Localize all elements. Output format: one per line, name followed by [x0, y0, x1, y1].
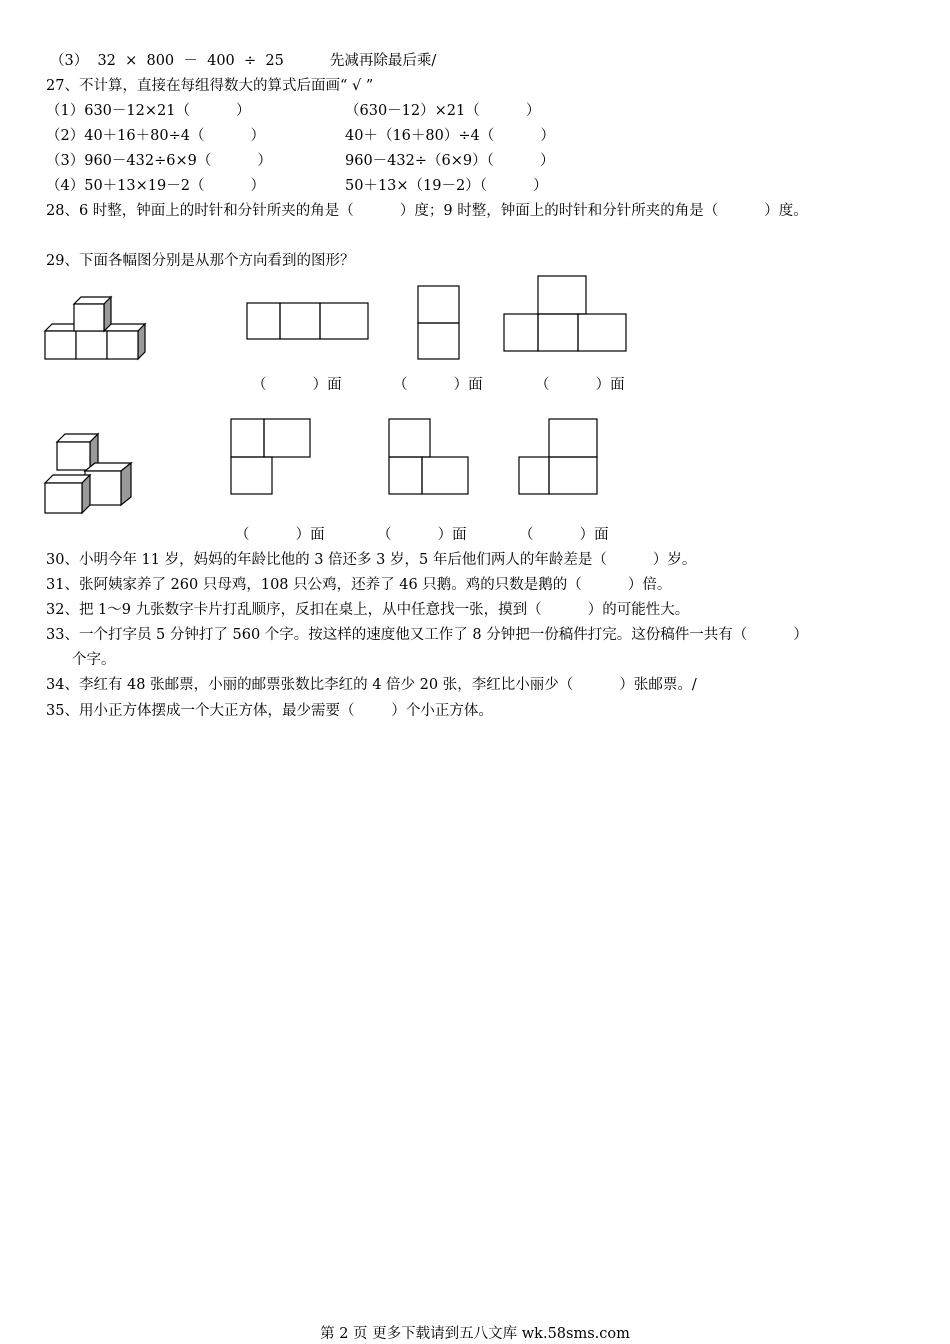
view-l-shape-top-right	[228, 416, 314, 498]
problem-27-3-right: 960－432÷（6×9）（ ）	[345, 153, 555, 169]
view-three-plus-one	[501, 273, 631, 355]
view-two-squares-column	[415, 283, 465, 363]
problem-31: 31、张阿姨家养了 260 只母鸡，108 只公鸡，还养了 46 只鹅。鸡的只数是鹅的（ ）倍。	[46, 577, 672, 593]
cube-stack-figure-1	[40, 292, 155, 364]
problem-27-4-left: （4）50＋13×19－2（ ）	[46, 178, 266, 194]
problem-27-2-left: （2）40＋16＋80÷4（ ）	[46, 128, 266, 144]
row2-answer-a: （ ）面	[235, 527, 325, 543]
row1-answer-a: （ ）面	[252, 377, 342, 393]
problem-34: 34、李红有 48 张邮票，小丽的邮票张数比李红的 4 倍少 20 张，李红比小丽少（ ）张邮票。/	[46, 677, 697, 693]
cube-stack-figure-2	[40, 427, 138, 521]
problem-33-continuation: 个字。	[72, 652, 116, 668]
view-three-squares-row	[244, 300, 372, 344]
page-footer: 第 2 页 更多下载请到五八文库 wk.58sms.com	[320, 1326, 630, 1342]
problem-27-2-right: 40＋（16＋80）÷4（ ）	[345, 128, 555, 144]
problem-32: 32、把 1～9 九张数字卡片打乱顺序，反扣在桌上，从中任意找一张，摸到（ ）的可能性大。	[46, 602, 690, 618]
problem-27-3-left: （3）960－432÷6×9（ ）	[46, 153, 272, 169]
problem-28: 28、6 时整，钟面上的时针和分针所夹的角是（ ）度；9 时整，钟面上的时针和分针所夹的角是（ ）度。	[46, 203, 808, 219]
row1-answer-b: （ ）面	[393, 377, 483, 393]
problem-27-1-left: （1）630－12×21（ ）	[46, 103, 251, 119]
row1-answer-c: （ ）面	[535, 377, 625, 393]
row2-answer-c: （ ）面	[519, 527, 609, 543]
problem-33: 33、一个打字员 5 分钟打了 560 个字。按这样的速度他又工作了 8 分钟把一份稿件打完。这份稿件一共有（ ）	[46, 627, 808, 643]
problem-27-heading: 27、不计算，直接在每组得数大的算式后面画“ √ ”	[46, 78, 374, 94]
row2-answer-b: （ ）面	[377, 527, 467, 543]
view-l-shape-bottom-right	[386, 416, 472, 498]
problem-27-1-right: （630－12）×21（ ）	[345, 103, 541, 119]
view-l-shape-right-column	[516, 416, 602, 498]
problem-30: 30、小明今年 11 岁，妈妈的年龄比他的 3 倍还多 3 岁，5 年后他们两人的年龄差是（ ）岁。	[46, 552, 697, 568]
problem-35: 35、用小正方体摆成一个大正方体，最少需要（ ）个小正方体。	[46, 703, 493, 719]
problem-27-4-right: 50＋13×（19－2）（ ）	[345, 178, 548, 194]
problem-26-3: （3） 32 × 800 － 400 ÷ 25 先减再除最后乘/	[50, 53, 437, 69]
problem-29-heading: 29、下面各幅图分别是从那个方向看到的图形？	[46, 253, 355, 269]
